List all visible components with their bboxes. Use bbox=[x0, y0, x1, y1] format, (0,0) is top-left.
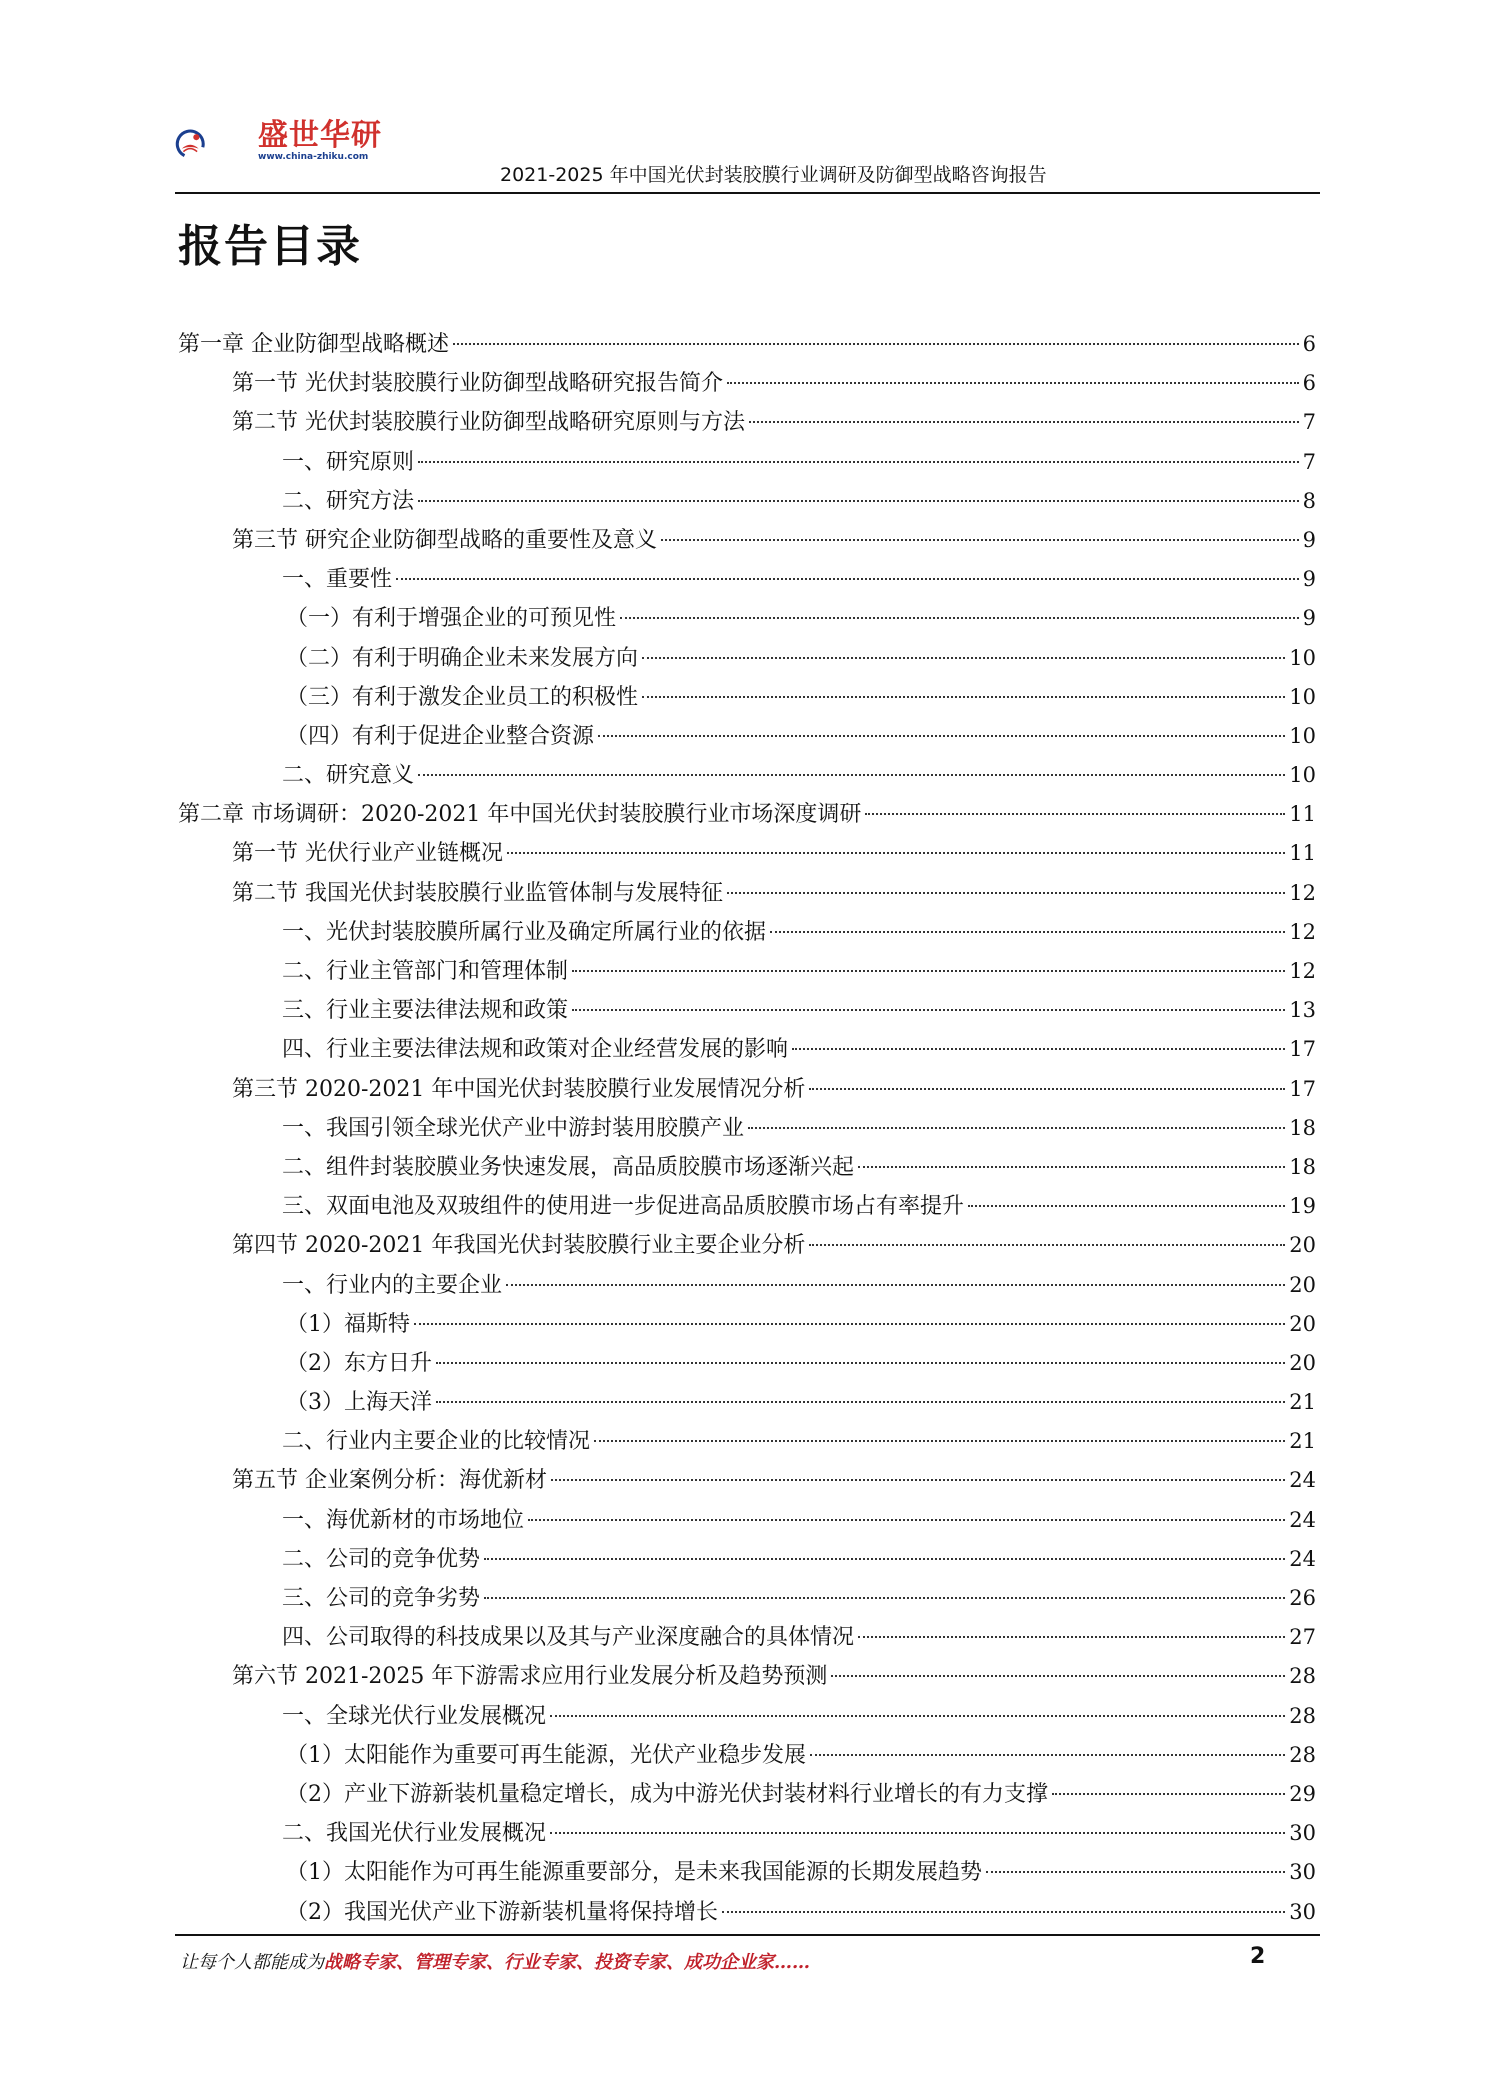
footer-divider bbox=[175, 1934, 1320, 1936]
toc-leader bbox=[727, 892, 1285, 894]
toc-entry-label: 第一节 光伏封装胶膜行业防御型战略研究报告简介 bbox=[232, 371, 723, 397]
toc-entry[interactable] bbox=[178, 1501, 1316, 1540]
toc-entry-page: 20 bbox=[1289, 1350, 1316, 1375]
toc-entry-label: 三、行业主要法律法规和政策 bbox=[282, 998, 569, 1024]
toc-entry-page: 20 bbox=[1289, 1233, 1316, 1258]
toc-entry-page: 30 bbox=[1289, 1899, 1316, 1924]
toc-entry[interactable] bbox=[178, 1853, 1316, 1892]
toc-entry[interactable] bbox=[178, 1540, 1316, 1579]
toc-entry-page: 28 bbox=[1289, 1742, 1316, 1767]
toc-entry-label: （三）有利于激发企业员工的积极性 bbox=[286, 684, 639, 710]
toc-leader bbox=[722, 1911, 1285, 1913]
toc-leader bbox=[598, 735, 1285, 737]
toc-entry-label: （1）太阳能作为可再生能源重要部分，是未来我国能源的长期发展趋势 bbox=[286, 1860, 982, 1886]
toc-entry-page: 21 bbox=[1289, 1390, 1316, 1415]
toc-entry[interactable] bbox=[178, 1461, 1316, 1500]
toc-leader bbox=[436, 1362, 1285, 1364]
toc-entry[interactable] bbox=[178, 1305, 1316, 1344]
toc-entry[interactable] bbox=[178, 1697, 1316, 1736]
toc-entry-page: 21 bbox=[1289, 1429, 1316, 1454]
toc-entry-page: 11 bbox=[1289, 802, 1316, 827]
toc-leader bbox=[809, 1088, 1285, 1090]
toc-leader bbox=[550, 1832, 1285, 1834]
toc-entry-page: 18 bbox=[1289, 1154, 1316, 1179]
toc-entry-label: 一、海优新材的市场地位 bbox=[282, 1507, 525, 1533]
toc-entry-page: 8 bbox=[1302, 488, 1316, 513]
toc-entry-page: 28 bbox=[1289, 1703, 1316, 1728]
toc-entry-label: 第四节 2020-2021 年我国光伏封装胶膜行业主要企业分析 bbox=[232, 1233, 806, 1259]
toc-entry-label: 第二章 市场调研：2020-2021 年中国光伏封装胶膜行业市场深度调研 bbox=[178, 802, 862, 828]
toc-leader bbox=[986, 1871, 1285, 1873]
table-of-contents bbox=[178, 325, 1316, 1932]
toc-entry-page: 9 bbox=[1302, 527, 1316, 552]
toc-entry-page: 29 bbox=[1289, 1781, 1316, 1806]
toc-entry-label: 第五节 企业案例分析：海优新材 bbox=[232, 1468, 547, 1494]
toc-leader bbox=[770, 931, 1285, 933]
toc-leader bbox=[642, 657, 1285, 659]
toc-entry-page: 10 bbox=[1289, 763, 1316, 788]
toc-entry[interactable] bbox=[178, 1070, 1316, 1109]
toc-entry[interactable] bbox=[178, 756, 1316, 795]
toc-leader bbox=[484, 1558, 1285, 1560]
toc-entry[interactable] bbox=[178, 1579, 1316, 1618]
toc-entry-page: 24 bbox=[1289, 1507, 1316, 1532]
toc-entry-label: 一、全球光伏行业发展概况 bbox=[282, 1703, 547, 1729]
toc-entry-page: 24 bbox=[1289, 1546, 1316, 1571]
toc-leader bbox=[506, 1284, 1285, 1286]
toc-entry-label: 二、行业主管部门和管理体制 bbox=[282, 959, 569, 984]
toc-entry[interactable] bbox=[178, 1383, 1316, 1422]
toc-leader bbox=[418, 774, 1285, 776]
toc-entry[interactable] bbox=[178, 1109, 1316, 1148]
toc-entry[interactable] bbox=[178, 1657, 1316, 1696]
logo-name: 盛世华研 bbox=[258, 118, 382, 153]
toc-entry[interactable] bbox=[178, 1266, 1316, 1305]
toc-entry-page: 10 bbox=[1289, 723, 1316, 748]
toc-entry-label: 二、研究意义 bbox=[282, 763, 415, 789]
toc-entry-label: 第一章 企业防御型战略概述 bbox=[178, 332, 449, 357]
toc-entry-page: 24 bbox=[1289, 1468, 1316, 1493]
toc-entry-label: （一）有利于增强企业的可预见性 bbox=[286, 606, 617, 632]
header-divider bbox=[175, 192, 1320, 194]
toc-entry-page: 12 bbox=[1289, 919, 1316, 944]
toc-entry-label: 一、我国引领全球光伏产业中游封装用胶膜产业 bbox=[282, 1115, 745, 1141]
toc-entry-label: 三、双面电池及双玻组件的使用进一步促进高品质胶膜市场占有率提升 bbox=[282, 1194, 965, 1220]
toc-leader bbox=[749, 421, 1299, 423]
toc-entry[interactable] bbox=[178, 1226, 1316, 1265]
toc-entry-page: 12 bbox=[1289, 959, 1316, 983]
toc-leader bbox=[858, 1166, 1285, 1168]
toc-entry-page: 17 bbox=[1289, 1076, 1316, 1101]
toc-entry-label: （四）有利于促进企业整合资源 bbox=[286, 723, 595, 749]
document-title: 2021-2025 年中国光伏封装胶膜行业调研及防御型战略咨询报告 bbox=[500, 164, 1047, 186]
toc-leader bbox=[831, 1675, 1285, 1677]
toc-entry-label: 二、行业内主要企业的比较情况 bbox=[282, 1429, 591, 1455]
toc-entry-label: 第六节 2021-2025 年下游需求应用行业发展分析及趋势预测 bbox=[232, 1664, 828, 1690]
toc-leader bbox=[436, 1401, 1285, 1403]
toc-entry[interactable] bbox=[178, 1030, 1316, 1069]
toc-leader bbox=[809, 1244, 1285, 1246]
toc-entry-label: 四、公司取得的科技成果以及其与产业深度融合的具体情况 bbox=[282, 1625, 855, 1651]
toc-entry-page: 17 bbox=[1289, 1037, 1316, 1062]
toc-entry-label: 二、组件封装胶膜业务快速发展，高品质胶膜市场逐渐兴起 bbox=[282, 1154, 855, 1180]
toc-leader bbox=[620, 617, 1299, 619]
toc-entry-label: 一、研究原则 bbox=[282, 449, 415, 475]
toc-leader bbox=[572, 970, 1285, 972]
toc-entry-page: 6 bbox=[1302, 371, 1316, 396]
toc-entry-page: 30 bbox=[1289, 1821, 1316, 1846]
toc-entry-page: 7 bbox=[1302, 410, 1316, 435]
toc-entry-label: （3）上海天洋 bbox=[286, 1390, 432, 1416]
toc-entry-label: 三、公司的竞争劣势 bbox=[282, 1586, 481, 1611]
toc-entry-page: 9 bbox=[1302, 567, 1316, 592]
toc-entry[interactable] bbox=[178, 364, 1316, 403]
page-title: 报告目录 bbox=[178, 221, 362, 272]
toc-entry[interactable] bbox=[178, 403, 1316, 442]
toc-entry-label: （2）东方日升 bbox=[286, 1350, 432, 1376]
toc-leader bbox=[792, 1048, 1285, 1050]
toc-entry-label: （2）我国光伏产业下游新装机量将保持增长 bbox=[286, 1899, 718, 1925]
toc-leader bbox=[418, 461, 1299, 463]
toc-entry[interactable] bbox=[178, 1344, 1316, 1383]
toc-leader bbox=[414, 1323, 1285, 1325]
toc-entry[interactable] bbox=[178, 560, 1316, 599]
toc-entry-page: 27 bbox=[1289, 1625, 1316, 1650]
toc-entry[interactable] bbox=[178, 717, 1316, 756]
toc-entry-label: （2）产业下游新装机量稳定增长，成为中游光伏封装材料行业增长的有力支撑 bbox=[286, 1781, 1048, 1807]
toc-leader bbox=[572, 1009, 1285, 1011]
toc-leader bbox=[1052, 1793, 1285, 1795]
toc-leader bbox=[594, 1440, 1285, 1442]
toc-entry[interactable] bbox=[178, 1814, 1316, 1853]
toc-entry-label: 第二节 我国光伏封装胶膜行业监管体制与发展特征 bbox=[232, 880, 723, 906]
toc-entry[interactable] bbox=[178, 1893, 1316, 1932]
toc-entry-label: 第三节 2020-2021 年中国光伏封装胶膜行业发展情况分析 bbox=[232, 1076, 806, 1102]
toc-entry-label: （1）太阳能作为重要可再生能源，光伏产业稳步发展 bbox=[286, 1742, 806, 1768]
toc-leader bbox=[528, 1519, 1285, 1521]
toc-entry-label: 一、光伏封装胶膜所属行业及确定所属行业的依据 bbox=[282, 919, 767, 945]
toc-entry[interactable] bbox=[178, 1775, 1316, 1814]
toc-entry-label: 第一节 光伏行业产业链概况 bbox=[232, 841, 503, 867]
toc-leader bbox=[865, 813, 1285, 815]
toc-leader bbox=[642, 696, 1285, 698]
toc-leader bbox=[396, 578, 1299, 580]
footer-prefix: 让每个人都能成为 bbox=[180, 1952, 324, 1973]
company-logo bbox=[175, 104, 255, 184]
toc-entry-page: 28 bbox=[1289, 1664, 1316, 1689]
footer-accent: 战略专家、管理专家、行业专家、投资专家、成功企业家…… bbox=[324, 1952, 810, 1973]
toc-entry-page: 18 bbox=[1289, 1115, 1316, 1140]
toc-entry-page: 7 bbox=[1302, 449, 1316, 474]
toc-entry-page: 26 bbox=[1289, 1586, 1316, 1610]
toc-entry-label: 第三节 研究企业防御型战略的重要性及意义 bbox=[232, 527, 657, 553]
toc-entry-page: 30 bbox=[1289, 1860, 1316, 1885]
toc-entry-page: 10 bbox=[1289, 684, 1316, 709]
toc-entry[interactable] bbox=[178, 834, 1316, 873]
toc-entry-page: 9 bbox=[1302, 606, 1316, 631]
toc-entry[interactable] bbox=[178, 1618, 1316, 1657]
toc-entry-page: 12 bbox=[1289, 880, 1316, 905]
toc-entry-label: 二、公司的竞争优势 bbox=[282, 1546, 481, 1572]
toc-entry[interactable] bbox=[178, 678, 1316, 717]
toc-entry[interactable] bbox=[178, 1422, 1316, 1461]
toc-entry[interactable] bbox=[178, 325, 1316, 364]
page-number: 2 bbox=[1250, 1944, 1266, 1969]
toc-leader bbox=[727, 382, 1299, 384]
toc-leader bbox=[858, 1636, 1285, 1638]
toc-entry-page: 19 bbox=[1289, 1194, 1316, 1219]
toc-leader bbox=[453, 343, 1299, 345]
toc-entry[interactable] bbox=[178, 1736, 1316, 1775]
toc-entry-page: 10 bbox=[1289, 645, 1316, 670]
toc-leader bbox=[507, 852, 1285, 854]
toc-entry[interactable] bbox=[178, 639, 1316, 678]
footer-slogan bbox=[180, 1948, 810, 1974]
toc-leader bbox=[484, 1597, 1285, 1599]
toc-entry[interactable] bbox=[178, 482, 1316, 521]
toc-entry[interactable] bbox=[178, 443, 1316, 482]
toc-entry[interactable] bbox=[178, 991, 1316, 1030]
toc-entry-page: 20 bbox=[1289, 1311, 1316, 1336]
toc-entry[interactable] bbox=[178, 795, 1316, 834]
toc-leader bbox=[551, 1479, 1285, 1481]
toc-entry-label: 二、我国光伏行业发展概况 bbox=[282, 1821, 547, 1847]
logo-url: www.china-zhiku.com bbox=[258, 152, 369, 162]
toc-leader bbox=[748, 1127, 1285, 1129]
toc-entry-label: 四、行业主要法律法规和政策对企业经营发展的影响 bbox=[282, 1037, 789, 1063]
toc-leader bbox=[550, 1715, 1285, 1717]
toc-entry[interactable] bbox=[178, 1148, 1316, 1187]
toc-entry-page: 13 bbox=[1289, 998, 1316, 1023]
toc-entry[interactable] bbox=[178, 599, 1316, 638]
toc-entry-label: 二、研究方法 bbox=[282, 488, 415, 514]
toc-entry-label: （二）有利于明确企业未来发展方向 bbox=[286, 645, 639, 671]
toc-entry[interactable] bbox=[178, 874, 1316, 913]
toc-leader bbox=[968, 1205, 1285, 1207]
toc-entry[interactable] bbox=[178, 1187, 1316, 1226]
toc-entry-label: 一、重要性 bbox=[282, 567, 393, 593]
toc-leader bbox=[661, 539, 1299, 541]
toc-entry-label: 一、行业内的主要企业 bbox=[282, 1272, 503, 1298]
toc-leader bbox=[810, 1754, 1285, 1756]
toc-entry[interactable] bbox=[178, 952, 1316, 991]
toc-entry-label: （1）福斯特 bbox=[286, 1311, 410, 1337]
toc-leader bbox=[418, 500, 1299, 502]
toc-entry-page: 20 bbox=[1289, 1272, 1316, 1297]
toc-entry-page: 6 bbox=[1302, 332, 1316, 356]
toc-entry[interactable] bbox=[178, 913, 1316, 952]
toc-entry[interactable] bbox=[178, 521, 1316, 560]
toc-entry-page: 11 bbox=[1289, 841, 1316, 866]
toc-entry-label: 第二节 光伏封装胶膜行业防御型战略研究原则与方法 bbox=[232, 410, 745, 436]
